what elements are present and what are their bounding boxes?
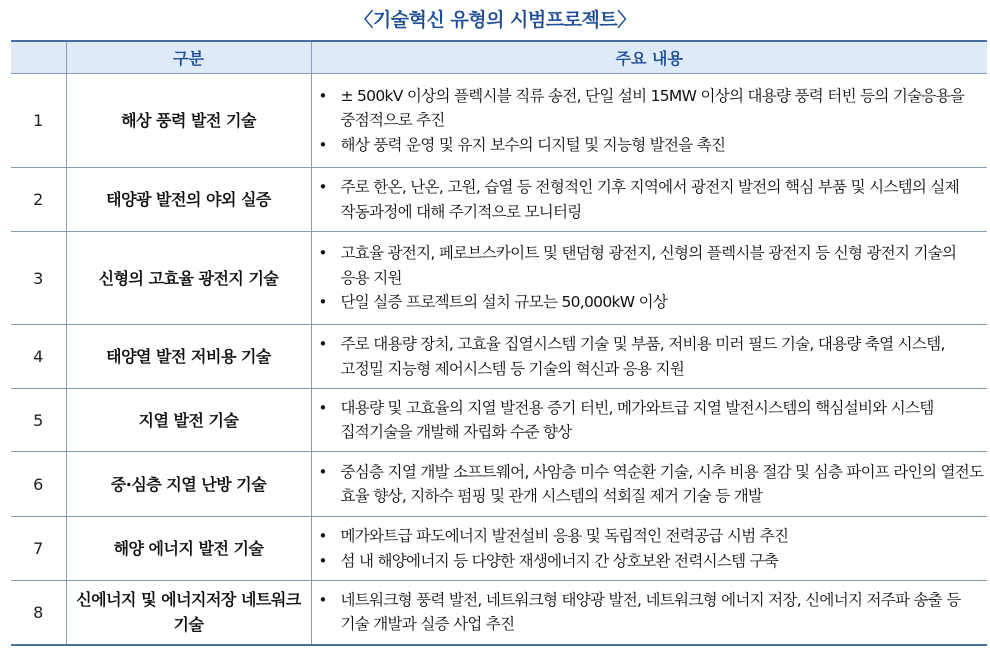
row-category: 해양 에너지 발전 기술	[66, 517, 311, 581]
list-item	[312, 549, 988, 574]
table-row	[11, 581, 987, 645]
header-content: 주요 내용	[311, 41, 987, 74]
table-row	[11, 452, 987, 517]
table-row	[11, 389, 987, 452]
list-item	[312, 133, 988, 158]
row-number: 5	[11, 389, 66, 452]
item-text: 메가와트급 파도에너지 발전설비 응용 및 독립적인 전력공급 시범 추진	[340, 527, 789, 545]
row-content	[311, 452, 987, 517]
header-number	[11, 41, 66, 74]
header-category: 구분	[66, 41, 311, 74]
row-content	[311, 74, 987, 168]
bullet-icon: •	[318, 462, 327, 481]
item-text: 섬 내 해양에너지 등 다양한 재생에너지 간 상호보완 전력시스템 구축	[340, 551, 779, 570]
list-item	[312, 588, 988, 637]
bullet-icon: •	[318, 293, 327, 312]
bullet-icon: •	[318, 590, 327, 609]
item-text: 단일 실증 프로젝트의 설치 규모는 50,000kW 이상	[340, 293, 668, 312]
list-item	[312, 396, 988, 445]
item-text: 해상 풍력 운영 및 유지 보수의 디지털 및 지능형 발전을 촉진	[340, 135, 726, 154]
item-text: 대용량 및 고효율의 지열 발전용 증기 터빈, 메가와트급 지열 발전시스템의 핵심설비와 시스템 집적기술을 개발해 자립화 수준 향상	[340, 398, 934, 441]
row-content	[311, 325, 987, 389]
row-number: 4	[11, 325, 66, 389]
row-category: 신형의 고효율 광전지 기술	[66, 232, 311, 325]
pilot-projects-table	[11, 40, 987, 646]
header-row	[11, 41, 987, 74]
row-number: 1	[11, 74, 66, 168]
row-category: 태양열 발전 저비용 기술	[66, 325, 311, 389]
bullet-icon: •	[318, 244, 327, 263]
bullet-icon: •	[318, 527, 327, 545]
table-row	[11, 74, 987, 168]
bullet-icon: •	[318, 86, 327, 105]
row-content	[311, 168, 987, 232]
row-number: 8	[11, 581, 66, 645]
table-row	[11, 517, 987, 581]
bullet-icon: •	[318, 398, 327, 417]
table-row	[11, 325, 987, 389]
list-item	[312, 524, 988, 549]
table-title: 〈기술혁신 유형의 시범프로젝트〉	[354, 9, 636, 31]
row-category: 해상 풍력 발전 기술	[66, 74, 311, 168]
row-content	[311, 581, 987, 645]
table-header	[11, 41, 987, 74]
list-item	[312, 84, 988, 133]
table-row	[11, 168, 987, 232]
table-row	[11, 232, 987, 325]
bullet-icon: •	[318, 335, 327, 353]
item-text: 주로 대용량 장치, 고효율 집열시스템 기술 및 부품, 저비용 미러 필드 기술, 대용량 축열 시스템, 고정밀 지능형 제어시스템 등 기술의 혁신과 응용 지원	[340, 335, 945, 378]
bullet-icon: •	[318, 551, 327, 570]
list-item	[312, 290, 988, 315]
bullet-icon: •	[318, 135, 327, 154]
list-item	[312, 241, 988, 290]
row-category: 신에너지 및 에너지저장 네트워크 기술	[66, 581, 311, 645]
row-category: 태양광 발전의 야외 실증	[66, 168, 311, 232]
row-content	[311, 389, 987, 452]
list-item	[312, 175, 988, 224]
row-number: 3	[11, 232, 66, 325]
row-content	[311, 517, 987, 581]
row-category: 중·심층 지열 난방 기술	[66, 452, 311, 517]
row-category: 지열 발전 기술	[66, 389, 311, 452]
item-text: 네트워크형 풍력 발전, 네트워크형 태양광 발전, 네트워크형 에너지 저장, 신에너지 저주파 송출 등 기술 개발과 실증 사업 추진	[340, 590, 961, 634]
list-item	[312, 332, 988, 381]
item-text: ± 500kV 이상의 플렉시블 직류 송전, 단일 설비 15MW 이상의 대용량 풍력 터빈 등의 기술응용을 중점적으로 추진	[340, 86, 965, 130]
row-number: 7	[11, 517, 66, 581]
item-text: 고효율 광전지, 페로브스카이트 및 탠덤형 광전지, 신형의 플렉시블 광전지 등 신형 광전지 기술의 응용 지원	[340, 244, 957, 287]
item-text: 주로 한온, 난온, 고원, 습열 등 전형적인 기후 지역에서 광전지 발전의 핵심 부품 및 시스템의 실제 작동과정에 대해 주기적으로 모니터링	[340, 178, 959, 221]
row-number: 6	[11, 452, 66, 517]
item-text: 중심층 지열 개발 소프트웨어, 사암층 미수 역순환 기술, 시추 비용 절감 및 심층 파이프 라인의 열전도 효율 향상, 지하수 펌핑 및 관개 시스템의 석회질 제거 기술 등 개발	[340, 462, 984, 505]
row-content	[311, 232, 987, 325]
row-number: 2	[11, 168, 66, 232]
list-item	[312, 460, 988, 509]
bullet-icon: •	[318, 178, 327, 196]
